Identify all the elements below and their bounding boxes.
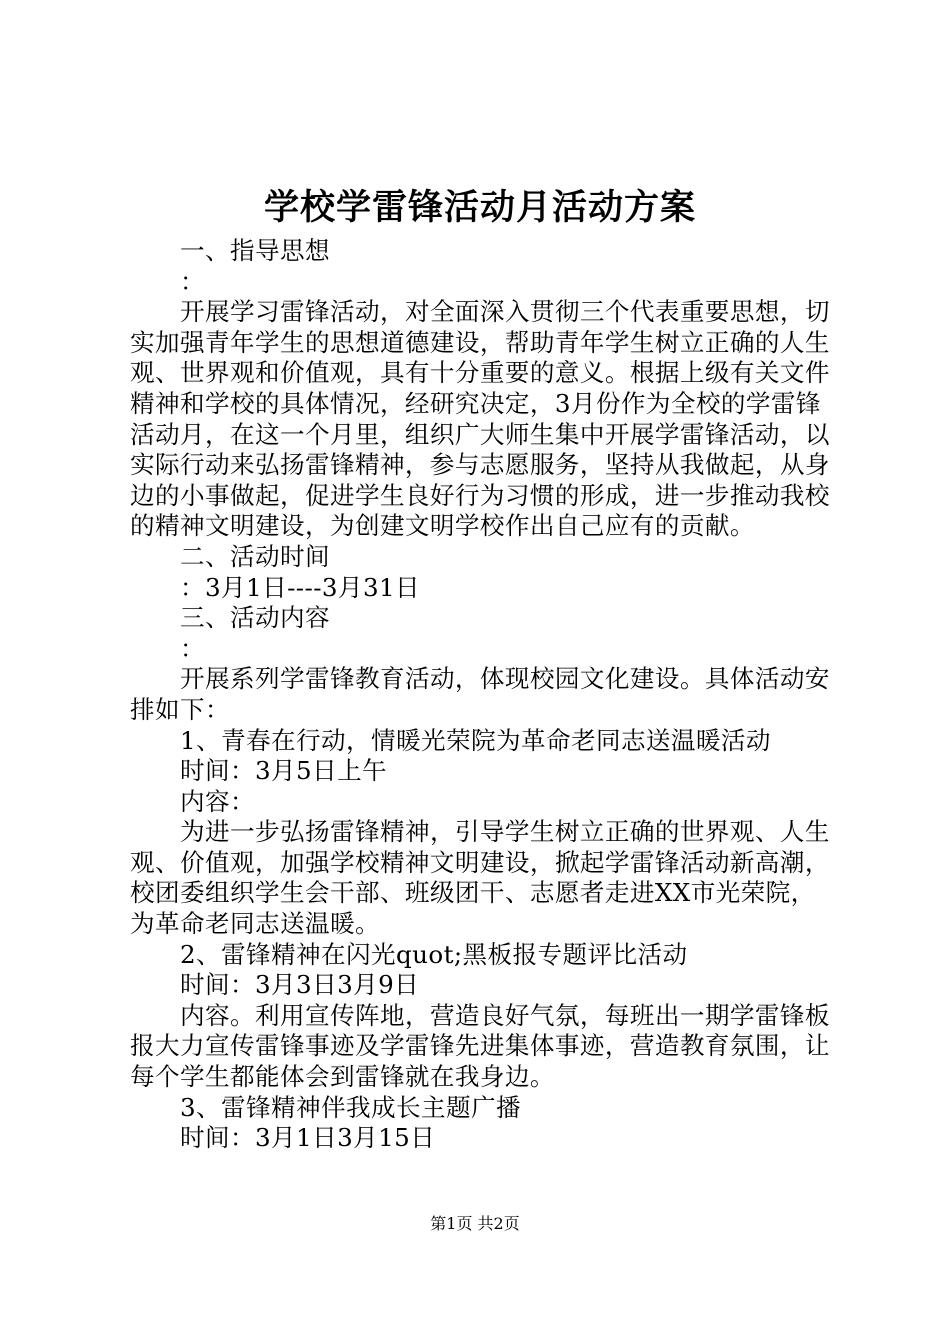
colon-line: ：	[180, 266, 205, 296]
heading-activity-content: 三、活动内容	[180, 603, 330, 633]
document-title: 学校学雷锋活动月活动方案	[263, 187, 696, 228]
item-3-time: 时间：3月1日3月15日	[180, 1123, 436, 1153]
paragraph-content-intro: 开展系列学雷锋教育活动，体现校园文化建设。具体活动安排如下：	[130, 664, 830, 724]
item-1-content-label: 内容：	[180, 786, 255, 816]
item-2-title: 2、雷锋精神在闪光quot;黑板报专题评比活动	[180, 939, 688, 969]
item-2-content: 内容。利用宣传阵地，营造良好气氛，每班出一期学雷锋板报大力宣传雷锋事迹及学雷锋先进集体事迹，营造教育氛围，让每个学生都能体会到雷锋就在我身边。	[130, 1000, 830, 1092]
item-1-time: 时间：3月5日上午	[180, 756, 388, 786]
document-body	[130, 236, 834, 1154]
item-3-title: 3、雷锋精神伴我成长主题广播	[180, 1092, 521, 1122]
heading-activity-time: 二、活动时间	[180, 541, 330, 571]
item-1-content: 为进一步弘扬雷锋精神，引导学生树立正确的世界观、人生观、价值观，加强学校精神文明建设，掀起学雷锋活动新高潮，校团委组织学生会干部、班级团干、志愿者走进XX市光荣院，为革命老同志送温暖。	[130, 817, 830, 939]
page-footer: 第1页 共2页	[430, 1214, 520, 1233]
paragraph-intro: 开展学习雷锋活动，对全面深入贯彻三个代表重要思想，切实加强青年学生的思想道德建设，帮助青年学生树立正确的人生观、世界观和价值观，具有十分重要的意义。根据上级有关文件精神和学校的具体情况，经研究决定，3月份作为全校的学雷锋活动月，在这一个月里，组织广大师生集中开展学雷锋活动，以实际行动来弘扬雷锋精神，参与志愿服务，坚持从我做起，从身边的小事做起，促进学生良好行为习惯的形成，进一步推动我校的精神文明建设，为创建文明学校作出自己应有的贡献。	[130, 297, 830, 541]
activity-time-value: ：3月1日----3月31日	[180, 572, 421, 602]
colon-line: ：	[180, 633, 205, 663]
item-2-time: 时间：3月3日3月9日	[180, 970, 420, 1000]
heading-guiding-thought: 一、指导思想	[180, 236, 330, 265]
item-1-title: 1、青春在行动，情暖光荣院为革命老同志送温暖活动	[180, 725, 771, 755]
